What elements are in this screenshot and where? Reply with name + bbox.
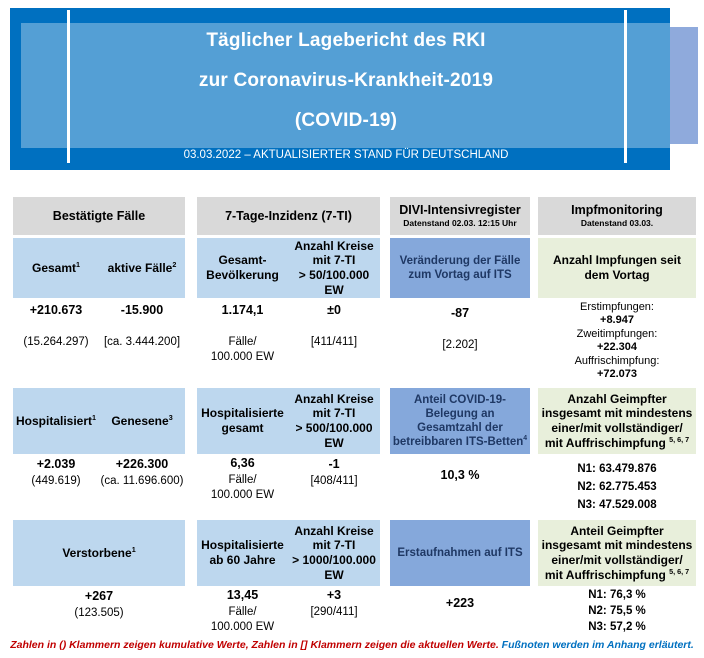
cell-kreise-7ti-500: Anzahl Kreise mit 7-TI > 500/100.000 EW xyxy=(288,388,380,454)
value-hospitalisierte-gesamt: 6,36 Fälle/ 100.000 EW xyxy=(210,456,275,501)
value-anteil-covid-belegung: 10,3 % xyxy=(440,468,480,482)
confirmed-header-title: Bestätigte Fälle xyxy=(52,208,146,223)
value-n2-total: N2: 62.775.453 xyxy=(577,481,657,493)
cell-erstaufnahmen-its: Erstaufnahmen auf ITS xyxy=(390,520,530,586)
cell-kreise-7ti-1000: Anzahl Kreise mit 7-TI > 1000/100.000 EW xyxy=(288,520,380,586)
cell-kreise-7ti-50: Anzahl Kreise mit 7-TI > 50/100.000 EW xyxy=(288,238,380,298)
value-erstimpfungen: +8.947 xyxy=(600,314,634,327)
cell-veraenderung-its: Veränderung der Fälle zum Vortag auf ITS xyxy=(390,238,530,298)
header-panel-overhang xyxy=(670,27,698,144)
cell-hospitalisiert: Hospitalisiert$^1$ xyxy=(13,388,99,454)
cell-anteil-geimpfter: Anteil Geimpfter insgesamt mit mindestens einer/mit vollständiger/ mit Auffrischimpfung $^{5, 6, 7}$ xyxy=(538,520,696,586)
value-kreise-7ti-1000: +3 [290/411] xyxy=(310,588,358,618)
cell-genesene: Genesene$^3$ xyxy=(99,388,185,454)
report-title-line1: Täglicher Lagebericht des RKI xyxy=(206,30,486,51)
vaccination-header-subtitle: Datenstand 03.03. xyxy=(580,217,654,228)
value-auffrischimpfung: +72.073 xyxy=(596,368,638,381)
column-header-vaccination xyxy=(538,197,696,235)
value-verstorbene: +267 (123.505) xyxy=(74,589,124,619)
footnote-ref-3: 3 xyxy=(168,412,173,422)
footnote-ref-2: 2 xyxy=(172,259,177,269)
value-n1-total: N1: 63.479.876 xyxy=(577,463,657,475)
label-zweitimpfungen: Zweitimpfungen: xyxy=(576,327,658,340)
report-title-line2: zur Coronavirus-Krankheit-2019 xyxy=(198,70,494,91)
cell-hospitalisierte-gesamt: Hospitalisierte gesamt xyxy=(197,388,288,454)
value-hospitalisierte-ab60: 13,45 Fälle/ 100.000 EW xyxy=(210,588,275,633)
value-gesamt: +210.673 (15.264.297) xyxy=(23,303,89,348)
column-header-confirmed-cases xyxy=(13,197,185,235)
incidence-header-title: 7-Tage-Inzidenz (7-TI) xyxy=(225,208,352,223)
cell-gesamt: Gesamt$^1$ xyxy=(13,238,99,298)
column-header-incidence xyxy=(197,197,380,235)
cell-hospitalisierte-ab60: Hospitalisierte ab 60 Jahre xyxy=(197,520,288,586)
value-veraenderung-its: -87 [2.202] xyxy=(442,306,478,351)
cell-anzahl-geimpfter: Anzahl Geimpfter insgesamt mit mindestens einer/mit vollständiger/ mit Auffrischimpfung $^{5, 6, 7}$ xyxy=(538,388,696,454)
value-hospitalisiert: +2.039 (449.619) xyxy=(31,457,81,487)
report-date-line: 03.03.2022 – AKTUALISIERTER STAND FÜR DEUTSCHLAND xyxy=(183,149,509,161)
footnote-ref-567: 5, 6, 7 xyxy=(669,434,690,444)
footnote-ref-4: 4 xyxy=(523,435,528,443)
value-n1-percent: N1: 76,3 % xyxy=(588,589,646,601)
vaccination-header-title: Impfmonitoring xyxy=(571,203,663,218)
value-impfungen-seit-vortag xyxy=(538,301,696,381)
footnote-brackets-note: Zahlen in () Klammern zeigen kumulative Werte, Zahlen in [] Klammern zeigen die aktuellen Werte. xyxy=(10,639,499,651)
value-genesene: +226.300 (ca. 11.696.600) xyxy=(100,457,184,487)
footnote-line xyxy=(0,639,704,651)
label-auffrischimpfung: Auffrischimpfung: xyxy=(574,354,660,367)
value-kreise-7ti-50: ±0 [411/411] xyxy=(310,303,358,348)
value-anteil-geimpfter xyxy=(538,589,696,637)
column-header-divi xyxy=(390,197,530,235)
cell-verstorbene: Verstorbene$^1$ xyxy=(13,520,185,586)
value-gesamt-bevoelkerung: 1.174,1 Fälle/ 100.000 EW xyxy=(210,303,275,363)
divi-header-subtitle: Datenstand 02.03. 12:15 Uhr xyxy=(403,217,517,228)
divi-header-title: DIVI-Intensivregister xyxy=(399,203,521,218)
footnote-ref-1: 1 xyxy=(76,259,81,269)
cell-gesamt-bevoelkerung: Gesamt-Bevölkerung xyxy=(197,238,288,298)
label-erstimpfungen: Erstimpfungen: xyxy=(580,301,654,313)
cell-aktive-faelle: aktive Fälle$^2$ xyxy=(99,238,185,298)
cell-anteil-covid-belegung: Anteil COVID-19-Belegung an Gesamtzahl der betreibbaren ITS-Betten$^4$ xyxy=(390,388,530,454)
cell-impfungen-seit-vortag: Anzahl Impfungen seit dem Vortag xyxy=(538,238,696,298)
value-kreise-7ti-500: -1 [408/411] xyxy=(310,457,358,487)
value-erstaufnahmen-its: +223 xyxy=(445,596,475,610)
footnote-ref-1b: 1 xyxy=(92,412,97,422)
footnote-ref-1c: 1 xyxy=(131,544,136,554)
value-anzahl-geimpfter xyxy=(538,463,696,517)
value-n3-total: N3: 47.529.008 xyxy=(577,499,657,511)
header-right-divider xyxy=(624,10,627,163)
footnote-ref-567b: 5, 6, 7 xyxy=(669,566,690,576)
report-title-line3: (COVID-19) xyxy=(294,110,398,131)
value-aktive-faelle: -15.900 [ca. 3.444.200] xyxy=(103,303,181,348)
value-n3-percent: N3: 57,2 % xyxy=(588,621,646,633)
footnote-anhang-note: Fußnoten werden im Anhang erläutert. xyxy=(501,639,694,651)
value-n2-percent: N2: 75,5 % xyxy=(588,605,646,617)
value-zweitimpfungen: +22.304 xyxy=(596,341,638,354)
